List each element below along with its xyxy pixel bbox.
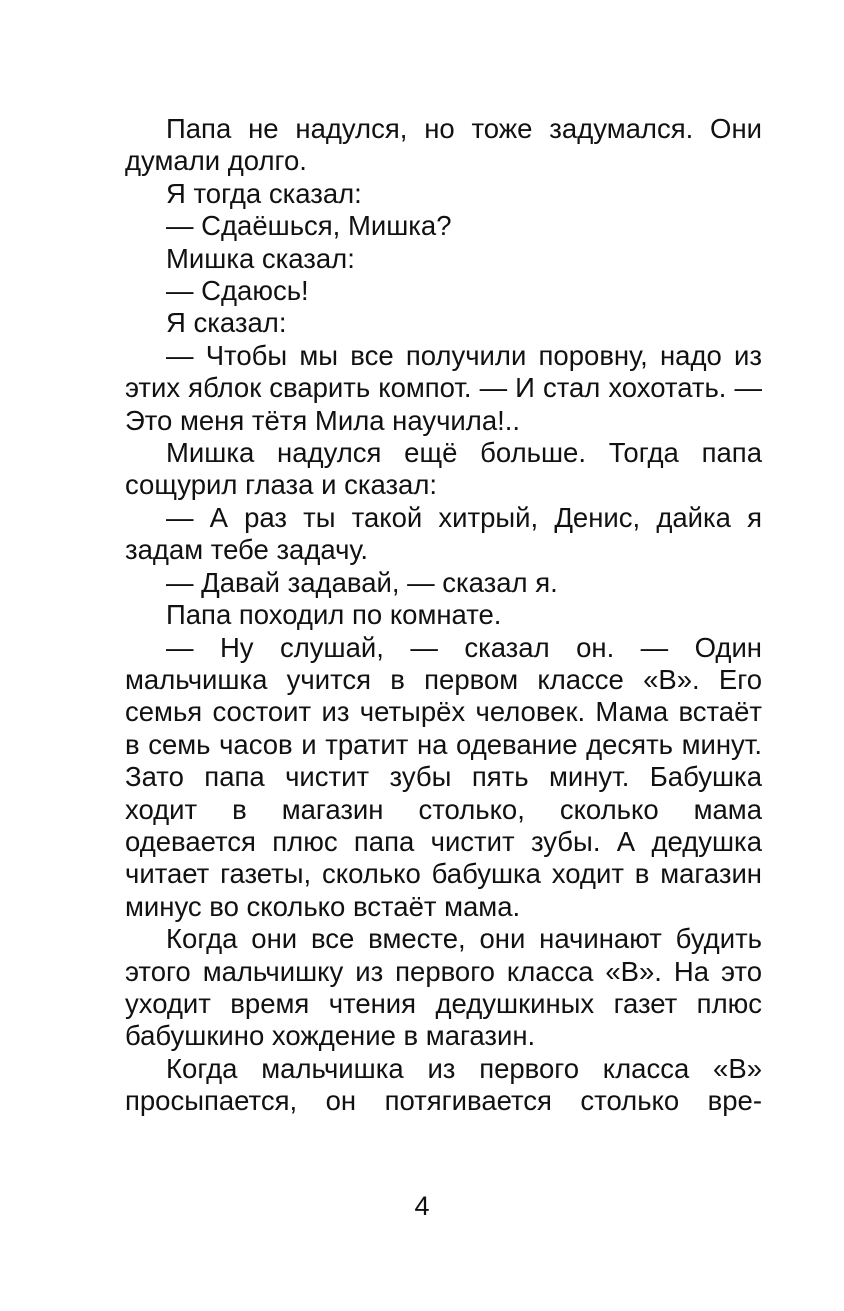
paragraph-10: — Давай задавай, — сказал я. [166,566,558,598]
paragraph-14: Когда мальчишка из первого класса «В» просыпается, он потягивается столько вре- [125,1052,762,1117]
paragraph-6: Я сказал: [166,307,287,339]
story-text [125,113,762,1118]
paragraph-7: — Чтобы мы все получили поровну, надо из этих яблок сварить компот. — И стал хохотать. — Это меня тётя Мила научила!.. [125,339,762,436]
paragraph-11: Папа походил по комнате. [166,599,502,631]
paragraph-4: Мишка сказал: [166,242,355,274]
paragraph-3: — Сдаёшься, Мишка? [166,210,452,242]
paragraph-9: — А раз ты такой хитрый, Денис, дайка я задам тебе задачу. [125,501,762,566]
paragraph-1: Папа не надулся, но тоже задумался. Они думали долго. [125,113,762,177]
paragraph-13: Когда они все вместе, они начинают будить этого мальчишку из первого класса «В». На это уходит время чтения дедушкиных газет плюс бабушкино хождение в магазин. [125,923,762,1052]
paragraph-8: Мишка надулся ещё больше. Тогда папа сощурил глаза и сказал: [125,437,762,501]
paragraph-2: Я тогда сказал: [166,177,362,209]
page-number: 4 [414,1191,430,1221]
paragraph-12: — Ну слушай, — сказал он. — Один мальчишка учится в первом классе «В». Его семья состоит из четырёх человек. Мама встаёт в семь часов и тратит на одевание десять минут. Зато папа чистит зубы пять минут. Бабушка ходит в магазин столько, сколько мама одевается плюс папа чистит зубы. А дедушка читает газеты, сколько бабушка ходит в магазин минус во сколько встаёт мама. [125,631,762,922]
paragraph-5: — Сдаюсь! [166,275,309,307]
